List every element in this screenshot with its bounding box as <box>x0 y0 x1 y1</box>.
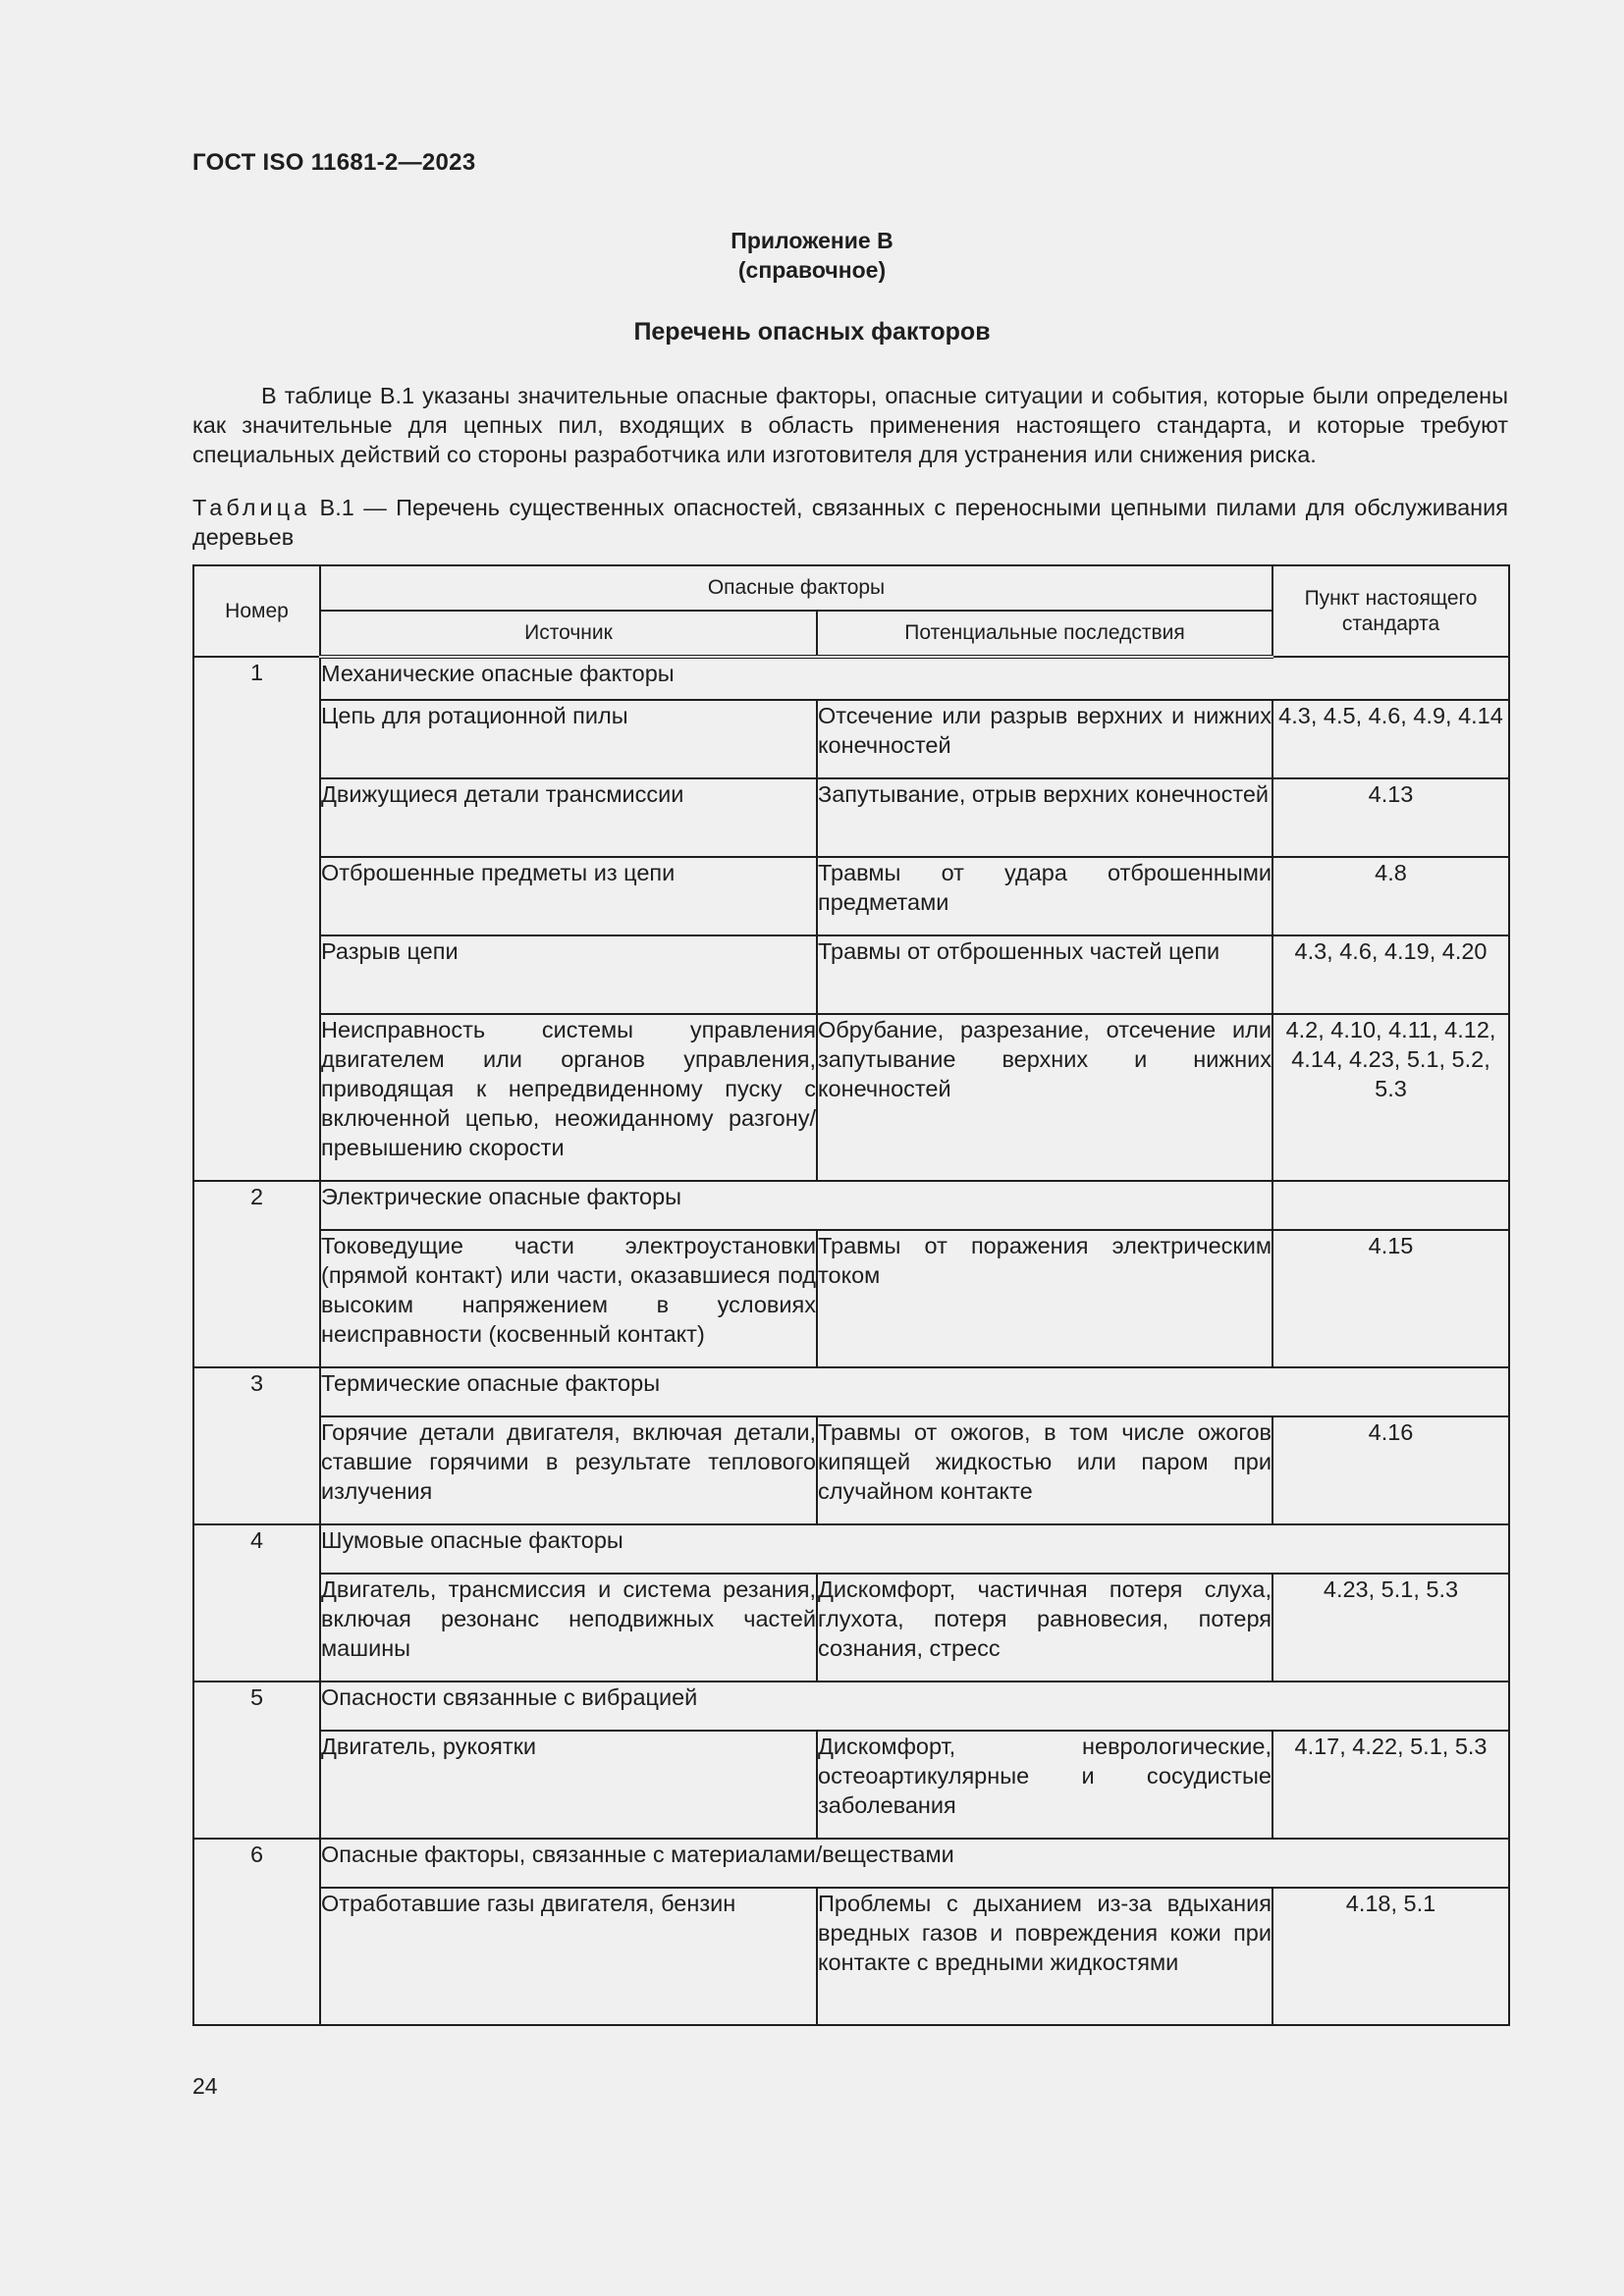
category-row <box>193 1524 1509 1574</box>
table-row <box>193 1230 1509 1367</box>
category-row <box>193 1682 1509 1731</box>
table-row <box>193 935 1509 1014</box>
category-row <box>193 1367 1509 1416</box>
table-caption <box>192 493 1508 552</box>
group-number: 4 <box>193 1524 320 1682</box>
hazards-table <box>192 564 1510 2026</box>
hazard-consequences: Травмы от удара отброшенными предметами <box>817 857 1272 935</box>
table-row <box>193 1888 1509 2025</box>
group-number: 6 <box>193 1839 320 2025</box>
table-row <box>193 1731 1509 1839</box>
page-number: 24 <box>192 2073 218 2099</box>
standard-clause: 4.3, 4.6, 4.19, 4.20 <box>1272 935 1509 1014</box>
intro-paragraph: В таблице В.1 указаны значительные опасные факторы, опасные ситуации и события, которые были определены как значительные для цепных пил, входящих в область применения настоящего стандарта, и которые требуют специальных действий со стороны разработчика или изготовителя для устранения или снижения риска. <box>192 383 1508 467</box>
header-clause: Пункт настоящего стандарта <box>1272 565 1509 657</box>
category-row <box>193 1181 1509 1230</box>
document-code: ГОСТ ISO 11681-2—2023 <box>192 149 476 176</box>
hazard-consequences: Травмы от поражения электрическим током <box>817 1230 1272 1367</box>
hazard-source: Движущиеся детали трансмиссии <box>320 778 817 857</box>
header-number: Номер <box>193 565 320 657</box>
header-consequences: Потенциальные последствия <box>817 611 1272 657</box>
hazard-consequences: Травмы от отброшенных частей цепи <box>817 935 1272 1014</box>
category-row <box>193 1839 1509 1888</box>
header-hazards: Опасные факторы <box>320 565 1272 611</box>
header-source: Источник <box>320 611 817 657</box>
hazard-consequences: Проблемы с дыханием из-за вдыхания вредных газов и повреждения кожи при контакте с вредными жидкостями <box>817 1888 1272 2025</box>
group-number: 5 <box>193 1682 320 1839</box>
standard-clause: 4.2, 4.10, 4.11, 4.12, 4.14, 4.23, 5.1, 5.2, 5.3 <box>1272 1014 1509 1181</box>
category-label: Электрические опасные факторы <box>320 1181 1272 1230</box>
hazard-consequences: Запутывание, отрыв верхних конечностей <box>817 778 1272 857</box>
table-row <box>193 778 1509 857</box>
standard-clause: 4.8 <box>1272 857 1509 935</box>
hazard-source: Цепь для ротационной пилы <box>320 700 817 778</box>
standard-clause: 4.13 <box>1272 778 1509 857</box>
table-caption-text: В.1 — Перечень существенных опасностей, связанных с переносными цепными пилами для обслуживания деревьев <box>192 495 1508 550</box>
annex-status: (справочное) <box>737 257 887 283</box>
hazard-source: Отброшенные предметы из цепи <box>320 857 817 935</box>
table-row <box>193 1574 1509 1682</box>
category-label: Шумовые опасные факторы <box>320 1524 1509 1574</box>
group-number: 1 <box>193 657 320 1181</box>
category-label: Механические опасные факторы <box>320 657 1509 700</box>
hazard-source: Горячие детали двигателя, включая детали, ставшие горячими в результате теплового излучения <box>320 1416 817 1524</box>
annex-label: Приложение В <box>731 228 893 253</box>
table-row <box>193 1416 1509 1524</box>
group-number: 3 <box>193 1367 320 1524</box>
hazard-source: Токоведущие части электроустановки (прямой контакт) или части, оказавшиеся под высоким напряжением в условиях неисправности (косвенный контакт) <box>320 1230 817 1367</box>
standard-clause: 4.18, 5.1 <box>1272 1888 1509 2025</box>
standard-clause: 4.16 <box>1272 1416 1509 1524</box>
category-label: Опасные факторы, связанные с материалами/веществами <box>320 1839 1509 1888</box>
hazard-source: Отработавшие газы двигателя, бензин <box>320 1888 817 2025</box>
table-row <box>193 1014 1509 1181</box>
hazard-source: Разрыв цепи <box>320 935 817 1014</box>
hazard-consequences: Дискомфорт, неврологические, остеоартикулярные и сосудистые заболевания <box>817 1731 1272 1839</box>
hazard-source: Двигатель, рукоятки <box>320 1731 817 1839</box>
standard-clause: 4.15 <box>1272 1230 1509 1367</box>
hazard-consequences: Отсечение или разрыв верхних и нижних конечностей <box>817 700 1272 778</box>
table-body <box>193 657 1509 2025</box>
table-row <box>193 700 1509 778</box>
table-row <box>193 857 1509 935</box>
category-label: Термические опасные факторы <box>320 1367 1509 1416</box>
group-number: 2 <box>193 1181 320 1367</box>
standard-clause: 4.23, 5.1, 5.3 <box>1272 1574 1509 1682</box>
annex-title <box>0 226 1624 285</box>
hazard-consequences: Обрубание, разрезание, отсечение или запутывание верхних и нижних конечностей <box>817 1014 1272 1181</box>
category-clause-empty <box>1272 1181 1509 1230</box>
hazard-source: Неисправность системы управления двигателем или органов управления, приводящая к непредвиденному пуску с включенной цепью, неожиданному разгону/превышению скорости <box>320 1014 817 1181</box>
hazard-consequences: Травмы от ожогов, в том числе ожогов кипящей жидкостью или паром при случайном контакте <box>817 1416 1272 1524</box>
table-caption-label: Таблица <box>192 495 311 520</box>
standard-clause: 4.3, 4.5, 4.6, 4.9, 4.14 <box>1272 700 1509 778</box>
hazard-source: Двигатель, трансмиссия и система резания, включая резонанс неподвижных частей машины <box>320 1574 817 1682</box>
category-label: Опасности связанные с вибрацией <box>320 1682 1509 1731</box>
hazard-consequences: Дискомфорт, частичная потеря слуха, глухота, потеря равновесия, потеря сознания, стресс <box>817 1574 1272 1682</box>
standard-clause: 4.17, 4.22, 5.1, 5.3 <box>1272 1731 1509 1839</box>
annex-heading: Перечень опасных факторов <box>633 318 991 346</box>
category-row <box>193 657 1509 700</box>
